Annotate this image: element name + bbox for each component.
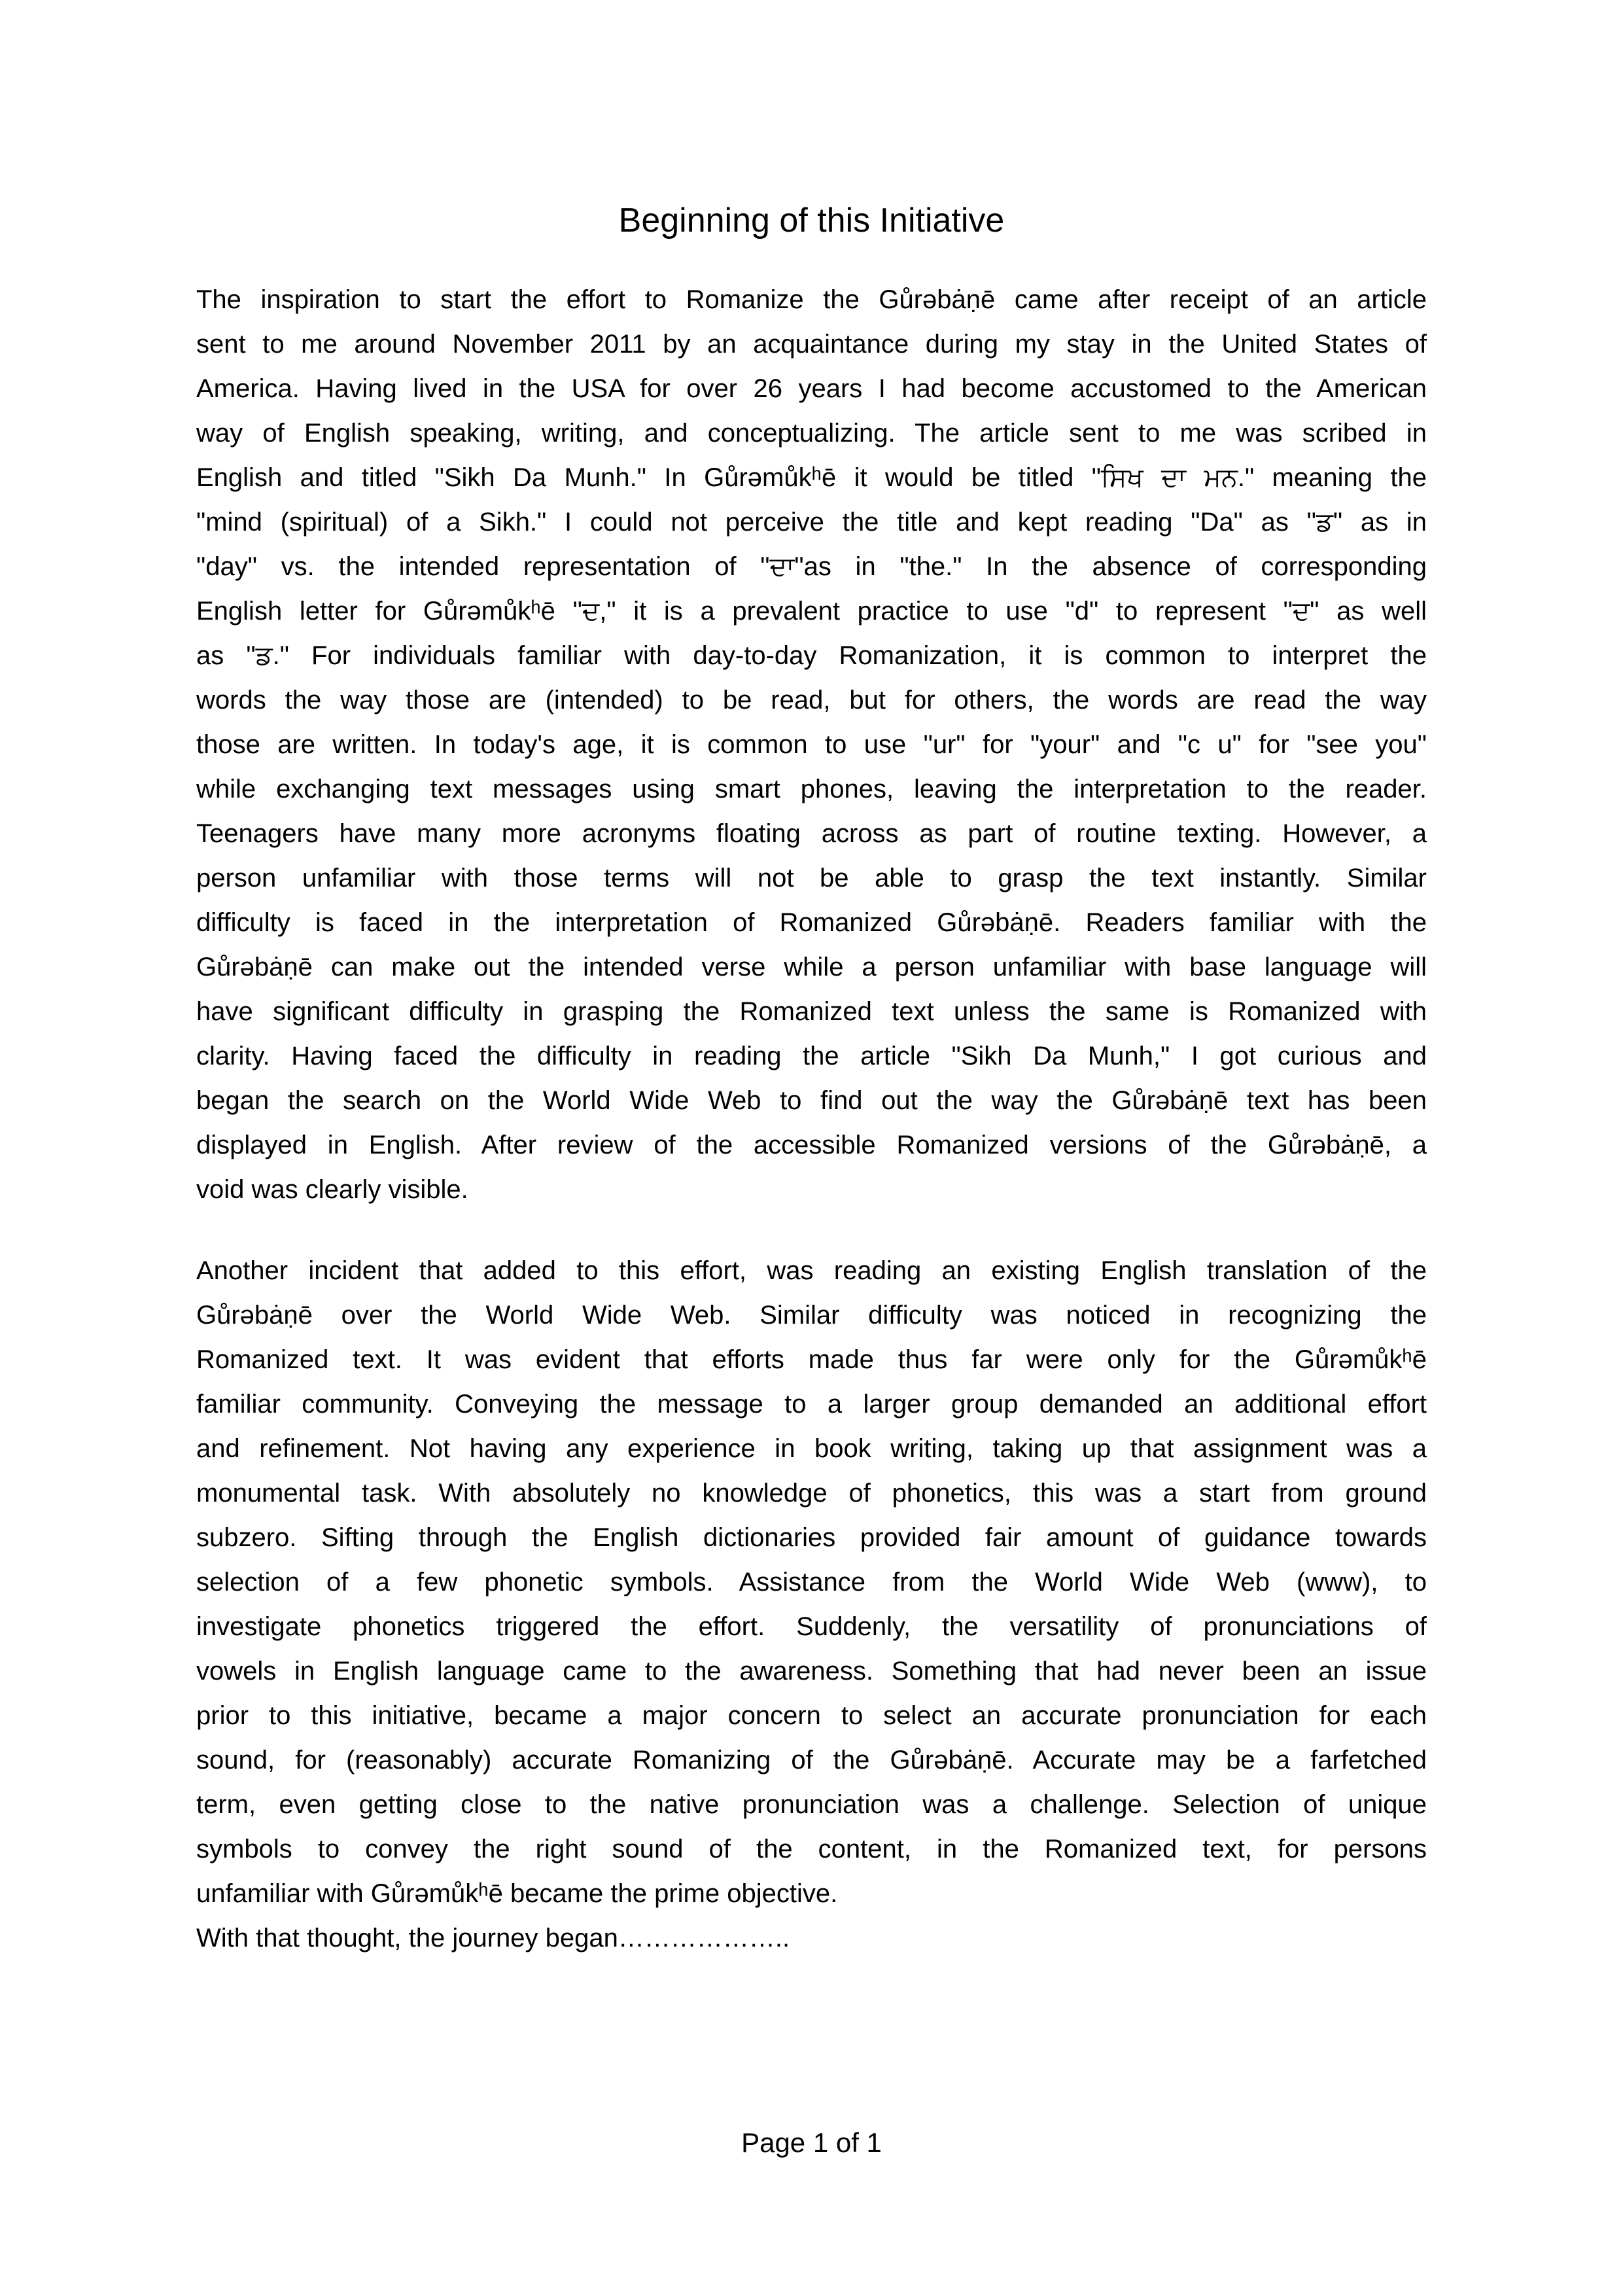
paragraph-line: person unfamiliar with those terms will not be able to grasp the text instantly. Similar (196, 864, 1427, 892)
paragraph-line: difficulty is faced in the interpretation of Romanized Gůrəbȧṇē. Readers familiar with the (196, 908, 1427, 937)
page-title: Beginning of this Initiative (618, 202, 1005, 239)
paragraph-line: familiar community. Conveying the message to a larger group demanded an additional effort (196, 1390, 1427, 1419)
paragraph-line: began the search on the World Wide Web to find out the way the Gůrəbȧṇē text has been (196, 1086, 1427, 1115)
paragraph-line: have significant difficulty in grasping the Romanized text unless the same is Romanized with (196, 997, 1427, 1026)
paragraph-line: Another incident that added to this effort, was reading an existing English translation of the (196, 1256, 1427, 1285)
paragraph-line: sent to me around November 2011 by an acquaintance during my stay in the United States of (196, 330, 1427, 359)
paragraph-line: English letter for Gůrəmůkʰē "ਦ," it is a prevalent practice to use "d" to represent "ਦ" as well (196, 597, 1427, 626)
paragraph-line: unfamiliar with Gůrəmůkʰē became the prime objective. (196, 1879, 838, 1908)
paragraph-line: The inspiration to start the effort to Romanize the Gůrəbȧṇē came after receipt of an article (196, 285, 1427, 314)
paragraph-line: selection of a few phonetic symbols. Assistance from the World Wide Web (www), to (196, 1568, 1427, 1597)
paragraph-line: words the way those are (intended) to be read, but for others, the words are read the way (196, 686, 1427, 715)
paragraph-line: English and titled "Sikh Da Munh." In Gůrəmůkʰē it would be titled "ਸਿਖ ਦਾ ਮਨ." meaning the (196, 463, 1427, 492)
paragraph-line: displayed in English. After review of the accessible Romanized versions of the Gůrəbȧṇē, a (196, 1131, 1427, 1159)
paragraph-line: subzero. Sifting through the English dictionaries provided fair amount of guidance towards (196, 1523, 1427, 1552)
document-body (196, 277, 1427, 1960)
paragraph-line: Teenagers have many more acronyms floating across as part of routine texting. However, a (196, 819, 1427, 848)
paragraph-line: sound, for (reasonably) accurate Romanizing of the Gůrəbȧṇē. Accurate may be a farfetched (196, 1746, 1427, 1775)
paragraph-line: void was clearly visible. (196, 1175, 468, 1204)
paragraph-line: investigate phonetics triggered the effort. Suddenly, the versatility of pronunciations of (196, 1612, 1427, 1641)
paragraph (196, 1248, 1427, 1960)
paragraph (196, 277, 1427, 1212)
paragraph-line: those are written. In today's age, it is common to use "ur" for "your" and "c u" for "see you" (196, 730, 1427, 759)
paragraph-line: "mind (spiritual) of a Sikh." I could not perceive the title and kept reading "Da" as "ਡ" as in (196, 508, 1427, 537)
paragraph-line: vowels in English language came to the awareness. Something that had never been an issue (196, 1657, 1427, 1686)
paragraph-line: With that thought, the journey began……………….. (196, 1924, 790, 1952)
paragraph-line: "day" vs. the intended representation of "ਦਾ"as in "the." In the absence of corresponding (196, 552, 1427, 581)
paragraph-line: America. Having lived in the USA for over 26 years I had become accustomed to the American (196, 374, 1427, 403)
paragraph-line: Gůrəbȧṇē can make out the intended verse while a person unfamiliar with base language will (196, 953, 1427, 981)
paragraph-line: Romanized text. It was evident that efforts made thus far were only for the Gůrəmůkʰē (196, 1345, 1427, 1374)
paragraph-line: as "ਡ." For individuals familiar with day-to-day Romanization, it is common to interpret the (196, 641, 1427, 670)
paragraph-line: way of English speaking, writing, and conceptualizing. The article sent to me was scribed in (196, 419, 1427, 448)
paragraph-line: term, even getting close to the native pronunciation was a challenge. Selection of unique (196, 1790, 1427, 1819)
paragraph-line: prior to this initiative, became a major concern to select an accurate pronunciation for each (196, 1701, 1427, 1730)
paragraph-line: while exchanging text messages using smart phones, leaving the interpretation to the reader. (196, 775, 1427, 804)
paragraph-line: monumental task. With absolutely no knowledge of phonetics, this was a start from ground (196, 1479, 1427, 1508)
paragraph-line: clarity. Having faced the difficulty in reading the article "Sikh Da Munh," I got curious and (196, 1042, 1427, 1070)
paragraph-line: Gůrəbȧṇē over the World Wide Web. Similar difficulty was noticed in recognizing the (196, 1301, 1427, 1330)
page-footer: Page 1 of 1 (741, 2127, 882, 2158)
paragraph-line: symbols to convey the right sound of the content, in the Romanized text, for persons (196, 1835, 1427, 1863)
paragraph-line: and refinement. Not having any experience in book writing, taking up that assignment was a (196, 1434, 1427, 1463)
